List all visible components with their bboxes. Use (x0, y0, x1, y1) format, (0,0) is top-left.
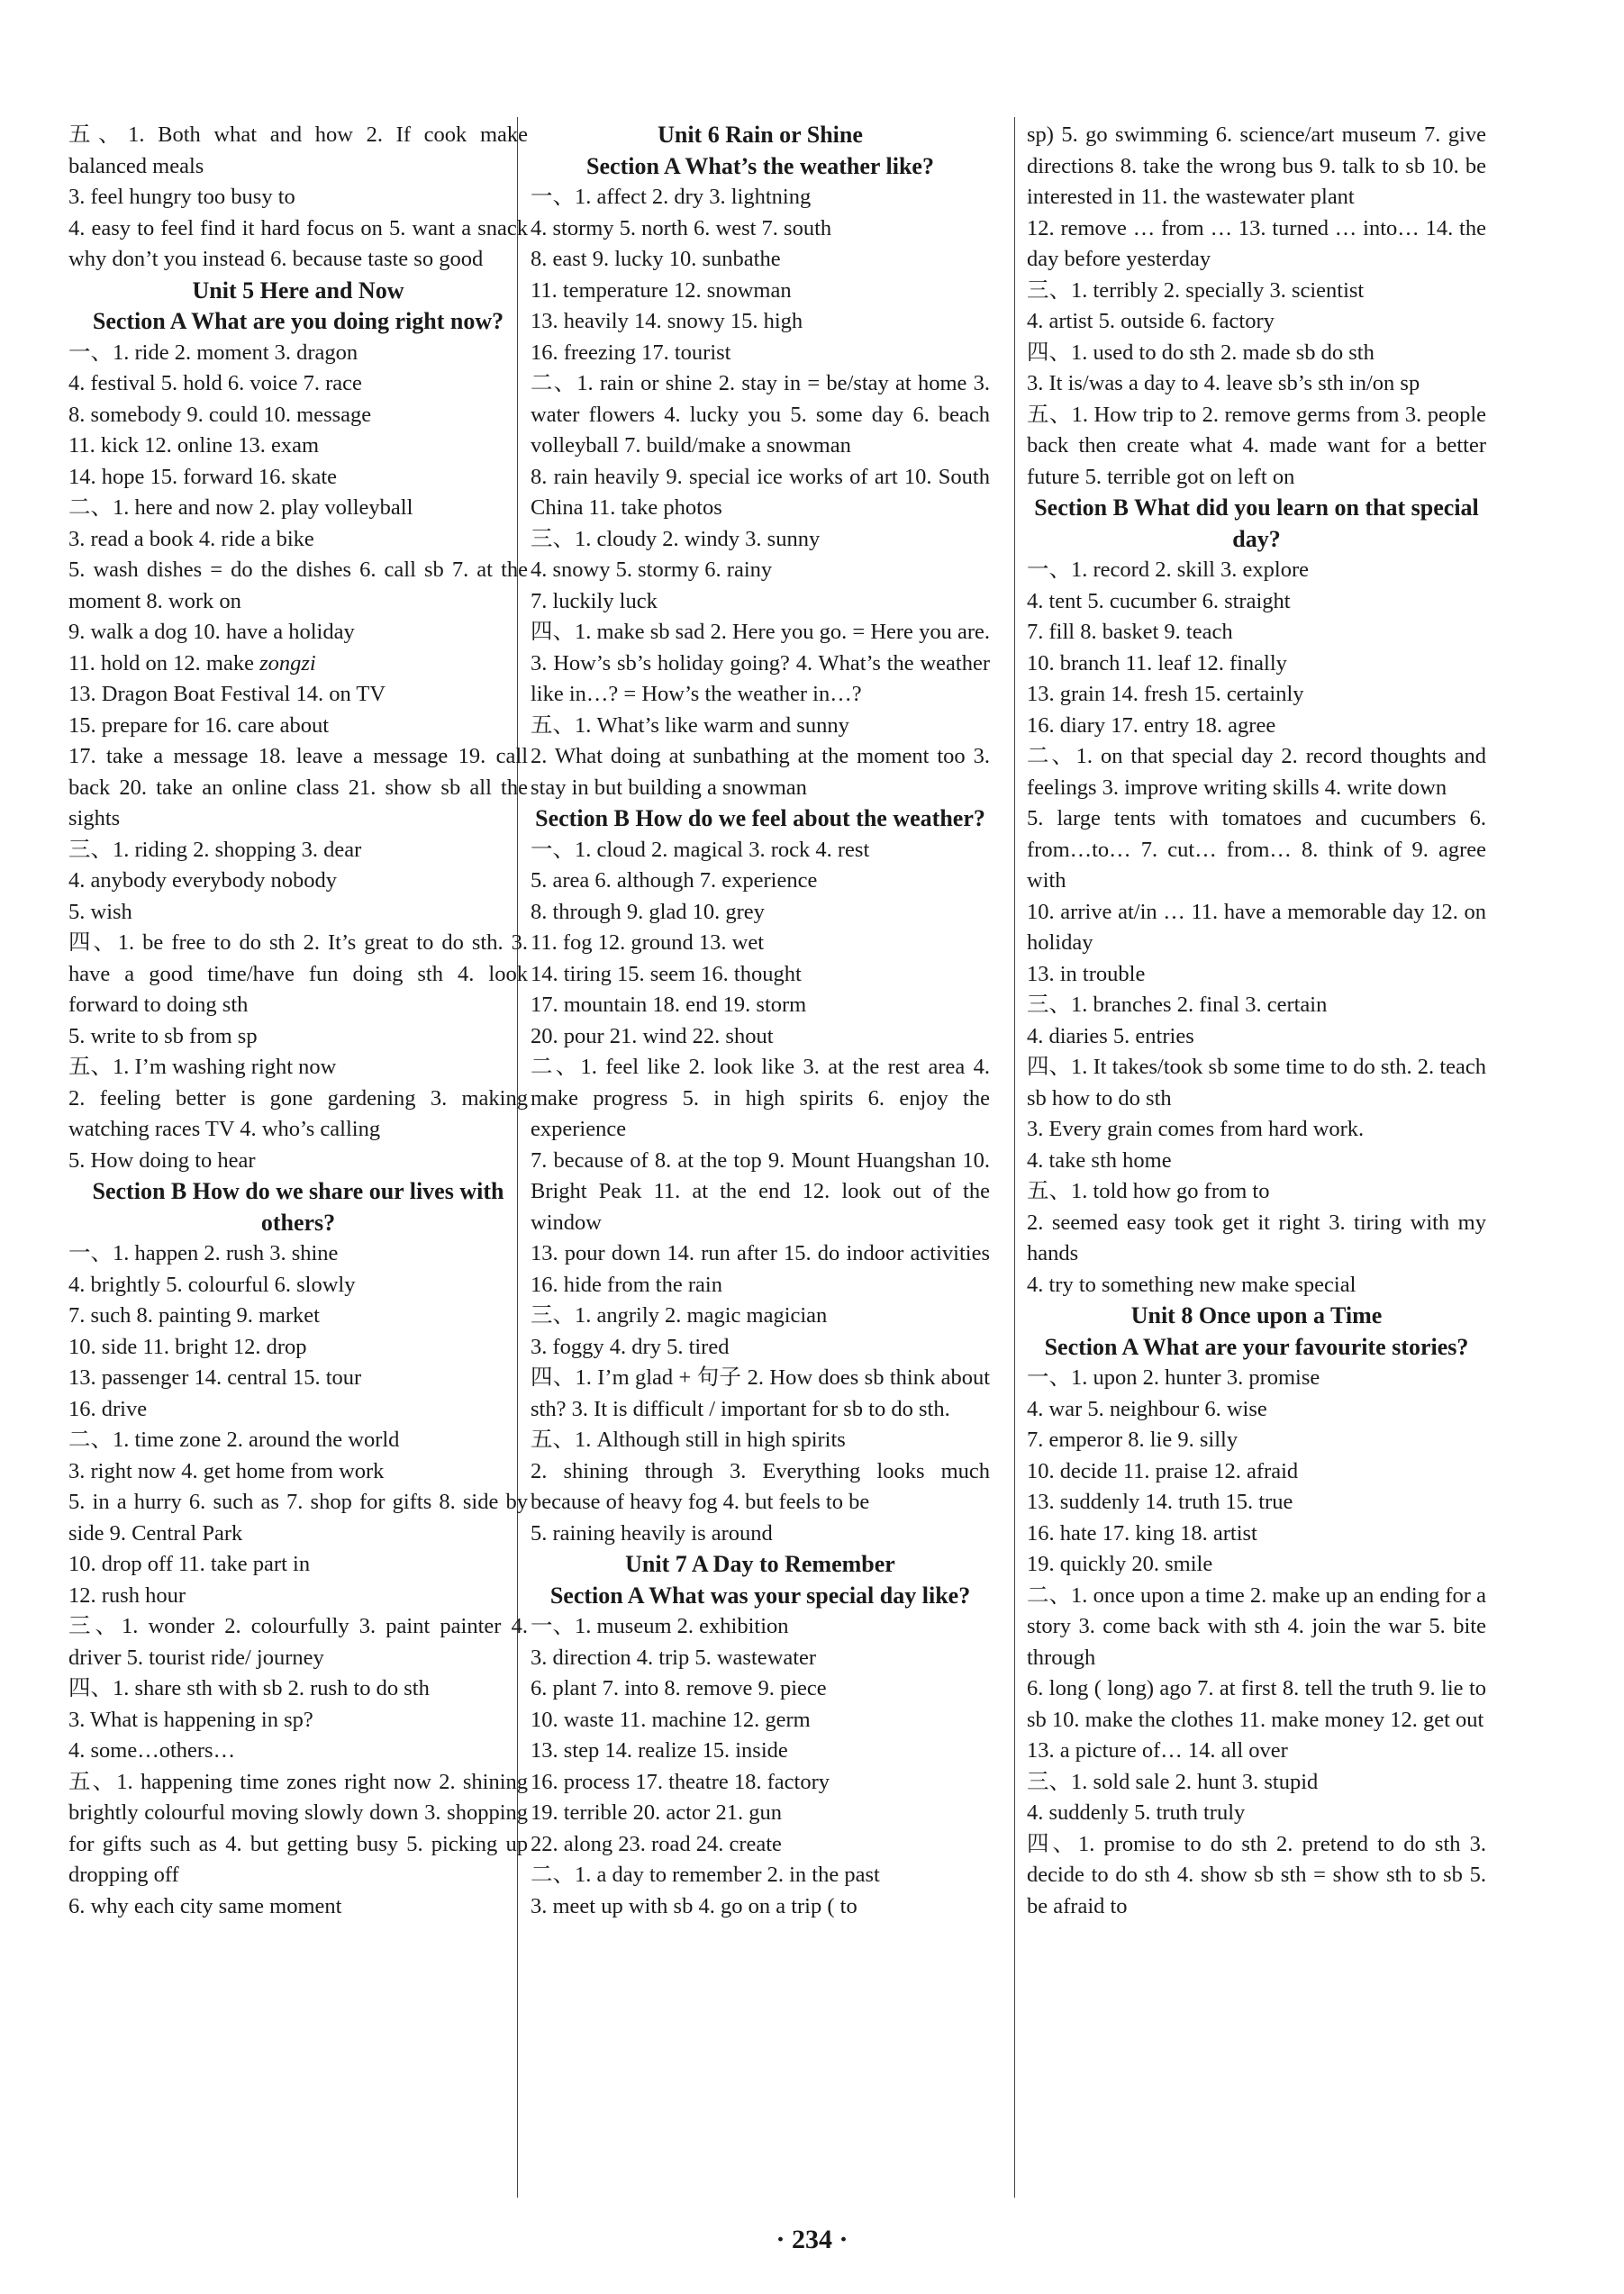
answer-line: 一、1. cloud 2. magical 3. rock 4. rest (531, 837, 870, 862)
answer-line: 五、1. I’m washing right now (68, 1055, 337, 1079)
answer-line: 4. some…others… (68, 1738, 236, 1763)
page-number: · 234 · (776, 2225, 848, 2254)
answer-line: 二、1. time zone 2. around the world (68, 1428, 400, 1452)
answer-line: 16. diary 17. entry 18. agree (1027, 712, 1276, 738)
answer-line: 四、1. It takes/took sb some time to do sth. 2. teach sb how to do sth (1027, 1055, 1486, 1111)
answer-line: 3. feel hungry too busy to (68, 185, 295, 209)
section-heading: Section A What are you doing right now? (92, 308, 504, 334)
answer-line: 11. fog 12. ground 13. wet (531, 930, 765, 955)
answer-line: 5. large tents with tomatoes and cucumbers 6. from…to… 7. cut… from… 8. think of 9. agree with (1027, 806, 1486, 893)
answer-line: 三、1. branches 2. final 3. certain (1027, 993, 1328, 1017)
answer-line: 五、1. told how go from to (1027, 1179, 1270, 1203)
answer-line: 3. It is/was a day to 4. leave sb’s sth in/on sp (1027, 371, 1420, 395)
section-heading: Section A What was your special day like? (549, 1582, 971, 1609)
answer-line: 17. take a message 18. leave a message 19. call back 20. take an online class 21. show sb all the sights (68, 744, 528, 830)
section-heading: Section B What did you learn on that special day? (1034, 494, 1479, 552)
answer-line: 5. in a hurry 6. such as 7. shop for gifts 8. side by side 9. Central Park (68, 1490, 528, 1546)
answer-line: 8. east 9. lucky 10. sunbathe (531, 247, 781, 271)
answer-line: 14. tiring 15. seem 16. thought (531, 961, 802, 986)
answer-line: 三、1. angrily 2. magic magician (531, 1303, 828, 1328)
answer-line: 二、1. feel like 2. look like 3. at the rest area 4. make progress 5. in high spirits 6. enjoy the experience (531, 1055, 990, 1141)
answer-line: 4. anybody everybody nobody (68, 868, 338, 893)
section-heading: Section A What’s the weather like? (586, 152, 934, 179)
answer-line: 5. area 6. although 7. experience (531, 868, 818, 893)
answer-column-3 (1027, 120, 1486, 1922)
answer-line: 三、1. wonder 2. colourfully 3. paint painter 4. driver 5. tourist ride/ journey (68, 1614, 528, 1670)
section-heading: Unit 7 A Day to Remember (625, 1551, 895, 1577)
answer-line: 五、1. Both what and how 2. If cook make balanced meals (68, 122, 528, 178)
answer-line: 10. side 11. bright 12. drop (68, 1334, 307, 1359)
answer-line: 12. remove … from … 13. turned … into… 14. the day before yesterday (1027, 215, 1486, 271)
answer-line: 3. What is happening in sp? (68, 1707, 313, 1732)
answer-line: 17. mountain 18. end 19. storm (531, 993, 807, 1017)
answer-line: 3. read a book 4. ride a bike (68, 526, 314, 551)
answer-line: 22. along 23. road 24. create (531, 1831, 782, 1856)
answer-line: 3. meet up with sb 4. go on a trip ( to (531, 1893, 857, 1918)
answer-line: 8. somebody 9. could 10. message (68, 402, 372, 427)
answer-line: 一、1. happen 2. rush 3. shine (68, 1241, 339, 1265)
section-heading: Unit 5 Here and Now (192, 277, 404, 304)
answer-line: 3. right now 4. get home from work (68, 1458, 385, 1483)
answer-line: 五、1. What’s like warm and sunny (531, 712, 849, 738)
section-heading: Unit 8 Once upon a Time (1130, 1302, 1383, 1328)
answer-line: 四、1. used to do sth 2. made sb do sth (1027, 340, 1375, 365)
answer-line: 13. Dragon Boat Festival 14. on TV (68, 682, 386, 706)
answer-line: 3. foggy 4. dry 5. tired (531, 1334, 730, 1359)
answer-line: 13. heavily 14. snowy 15. high (531, 309, 803, 333)
answer-line: 5. wish (68, 899, 132, 924)
answer-line: 4. war 5. neighbour 6. wise (1027, 1396, 1267, 1421)
answer-line: 三、1. sold sale 2. hunt 3. stupid (1027, 1769, 1319, 1794)
section-heading: Unit 6 Rain or Shine (658, 122, 863, 148)
answer-line: 4. festival 5. hold 6. voice 7. race (68, 371, 362, 395)
answer-line: 二、1. here and now 2. play volleyball (68, 495, 413, 520)
answer-line: 二、1. on that special day 2. record thoughts and feelings 3. improve writing skills 4. write down (1027, 744, 1486, 800)
answer-line: 13. grain 14. fresh 15. certainly (1027, 682, 1304, 706)
answer-line: 五、1. Although still in high spirits (531, 1428, 846, 1452)
answer-line: 4. brightly 5. colourful 6. slowly (68, 1272, 356, 1297)
answer-line: 五、1. happening time zones right now 2. shining brightly colourful moving slowly down 3. shopping for gifts such as 4. but getting busy 5. picking up dropping off (68, 1769, 528, 1887)
answer-line: 16. process 17. theatre 18. factory (531, 1769, 830, 1794)
column-divider-right (1014, 117, 1015, 2198)
answer-line: 五、1. How trip to 2. remove germs from 3. people back then create what 4. made want for a better future 5. terrible got on left on (1027, 402, 1486, 489)
answer-line: 13. suddenly 14. truth 15. true (1027, 1490, 1293, 1514)
answer-line: 16. hate 17. king 18. artist (1027, 1520, 1257, 1546)
answer-line: 7. luckily luck (531, 588, 658, 613)
answer-column-1 (68, 120, 528, 1922)
answer-line: 13. step 14. realize 15. inside (531, 1738, 788, 1763)
answer-line: 四、1. be free to do sth 2. It’s great to do sth. 3. have a good time/have fun doing sth 4. look forward to doing sth (68, 930, 528, 1017)
answer-line: 四、1. share sth with sb 2. rush to do sth (68, 1676, 430, 1700)
answer-line: 13. a picture of… 14. all over (1027, 1738, 1288, 1763)
answer-line: 三、1. cloudy 2. windy 3. sunny (531, 526, 821, 551)
answer-line: 一、1. upon 2. hunter 3. promise (1027, 1365, 1320, 1390)
italic-word: zongzi (259, 650, 316, 676)
answer-line: 9. walk a dog 10. have a holiday (68, 620, 355, 644)
answer-line: 11. kick 12. online 13. exam (68, 433, 320, 458)
answer-line: 11. temperature 12. snowman (531, 277, 792, 303)
answer-line: 20. pour 21. wind 22. shout (531, 1023, 774, 1048)
answer-line: 5. How doing to hear (68, 1147, 256, 1173)
answer-line: 四、1. make sb sad 2. Here you go. = Here you are. 3. How’s sb’s holiday going? 4. What’s the weather like in…? = How’s the weather in…? (531, 620, 990, 706)
answer-line: 4. diaries 5. entries (1027, 1023, 1194, 1048)
answer-line: 12. rush hour (68, 1582, 186, 1608)
answer-line: 3. direction 4. trip 5. wastewater (531, 1645, 817, 1670)
answer-line: 5. wash dishes = do the dishes 6. call sb 7. at the moment 8. work on (68, 558, 528, 613)
answer-line: 10. branch 11. leaf 12. finally (1027, 650, 1287, 676)
answer-line: 4. artist 5. outside 6. factory (1027, 309, 1275, 333)
answer-line: 三、1. terribly 2. specially 3. scientist (1027, 277, 1365, 303)
answer-line: 三、1. riding 2. shopping 3. dear (68, 837, 362, 862)
answer-line: 14. hope 15. forward 16. skate (68, 464, 338, 489)
answer-line: 6. long ( long) ago 7. at first 8. tell the truth 9. lie to sb 10. make the clothes 11. make money 12. get out (1027, 1676, 1486, 1732)
answer-line: 2. shining through 3. Everything looks much because of heavy fog 4. but feels to be (531, 1458, 990, 1514)
answer-line: 二、1. a day to remember 2. in the past (531, 1863, 880, 1887)
answer-line: 3. Every grain comes from hard work. (1027, 1117, 1365, 1141)
answer-line: sp) 5. go swimming 6. science/art museum 7. give directions 8. take the wrong bus 9. talk to sb 10. be interested in 11. the wastewater plant (1027, 122, 1486, 209)
answer-line: 一、1. ride 2. moment 3. dragon (68, 340, 358, 365)
answer-line: 16. freezing 17. tourist (531, 340, 731, 365)
answer-line: 10. waste 11. machine 12. germ (531, 1707, 811, 1732)
answer-line: 4. snowy 5. stormy 6. rainy (531, 558, 773, 582)
answer-line: 4. stormy 5. north 6. west 7. south (531, 215, 832, 240)
answer-line: 8. through 9. glad 10. grey (531, 899, 765, 924)
answer-line: 4. suddenly 5. truth truly (1027, 1800, 1246, 1825)
answer-line: 13. passenger 14. central 15. tour (68, 1365, 362, 1390)
section-heading: Section B How do we share our lives with others? (92, 1178, 504, 1236)
section-heading: Section B How do we feel about the weather? (535, 805, 985, 831)
answer-line: 二、1. once upon a time 2. make up an ending for a story 3. come back with sth 4. join the war 5. bite through (1027, 1582, 1486, 1670)
section-heading: Section A What are your favourite stories? (1044, 1333, 1469, 1360)
answer-column-2 (531, 120, 990, 1922)
answer-line: 7. such 8. painting 9. market (68, 1303, 320, 1328)
answer-line: 二、1. rain or shine 2. stay in = be/stay at home 3. water flowers 4. lucky you 5. some day 6. beach volleyball 7. build/make a snowman (531, 371, 990, 458)
answer-line: 7. emperor 8. lie 9. silly (1027, 1428, 1238, 1452)
answer-line: 13. pour down 14. run after 15. do indoor activities 16. hide from the rain (531, 1241, 990, 1297)
answer-line: 2. feeling better is gone gardening 3. making watching races TV 4. who’s calling (68, 1085, 528, 1141)
answer-line: 4. take sth home (1027, 1147, 1172, 1173)
answer-line: 4. try to something new make special (1027, 1272, 1356, 1297)
answer-line: 2. What doing at sunbathing at the moment too 3. stay in but building a snowman (531, 744, 990, 800)
answer-line: 4. easy to feel find it hard focus on 5. want a snack why don’t you instead 6. because taste so good (68, 215, 528, 271)
answer-line: 4. tent 5. cucumber 6. straight (1027, 588, 1291, 613)
answer-line: 一、1. museum 2. exhibition (531, 1614, 789, 1638)
answer-line: 6. why each city same moment (68, 1893, 342, 1918)
answer-line: 13. in trouble (1027, 961, 1146, 986)
answer-line: 四、1. I’m glad + 句子 2. How does sb think about sth? 3. It is difficult / important for sb to do sth. (531, 1365, 990, 1421)
answer-line: 5. raining heavily is around (531, 1520, 773, 1546)
answer-line: 6. plant 7. into 8. remove 9. piece (531, 1676, 827, 1700)
answer-line: 10. drop off 11. take part in (68, 1552, 311, 1576)
answer-line: 7. because of 8. at the top 9. Mount Huangshan 10. Bright Peak 11. at the end 12. look out of the window (531, 1147, 990, 1235)
answer-line: 2. seemed easy took get it right 3. tiring with my hands (1027, 1210, 1486, 1265)
answer-line: 16. drive (68, 1396, 148, 1421)
answer-line: 10. arrive at/in … 11. have a memorable day 12. on holiday (1027, 899, 1486, 955)
answer-line: 15. prepare for 16. care about (68, 712, 330, 738)
answer-line: 7. fill 8. basket 9. teach (1027, 620, 1233, 644)
answer-line: 11. hold on 12. make zongzi (68, 650, 316, 676)
answer-line: 一、1. affect 2. dry 3. lightning (531, 185, 812, 209)
answer-line: 5. write to sb from sp (68, 1023, 258, 1048)
answer-line: 19. quickly 20. smile (1027, 1552, 1213, 1576)
answer-line: 四、1. promise to do sth 2. pretend to do sth 3. decide to do sth 4. show sb sth = show sth to sb 5. be afraid to (1027, 1831, 1486, 1918)
answer-line: 19. terrible 20. actor 21. gun (531, 1800, 782, 1825)
answer-line: 一、1. record 2. skill 3. explore (1027, 558, 1309, 582)
answer-line: 10. decide 11. praise 12. afraid (1027, 1458, 1299, 1483)
answer-line: 8. rain heavily 9. special ice works of art 10. South China 11. take photos (531, 464, 990, 520)
